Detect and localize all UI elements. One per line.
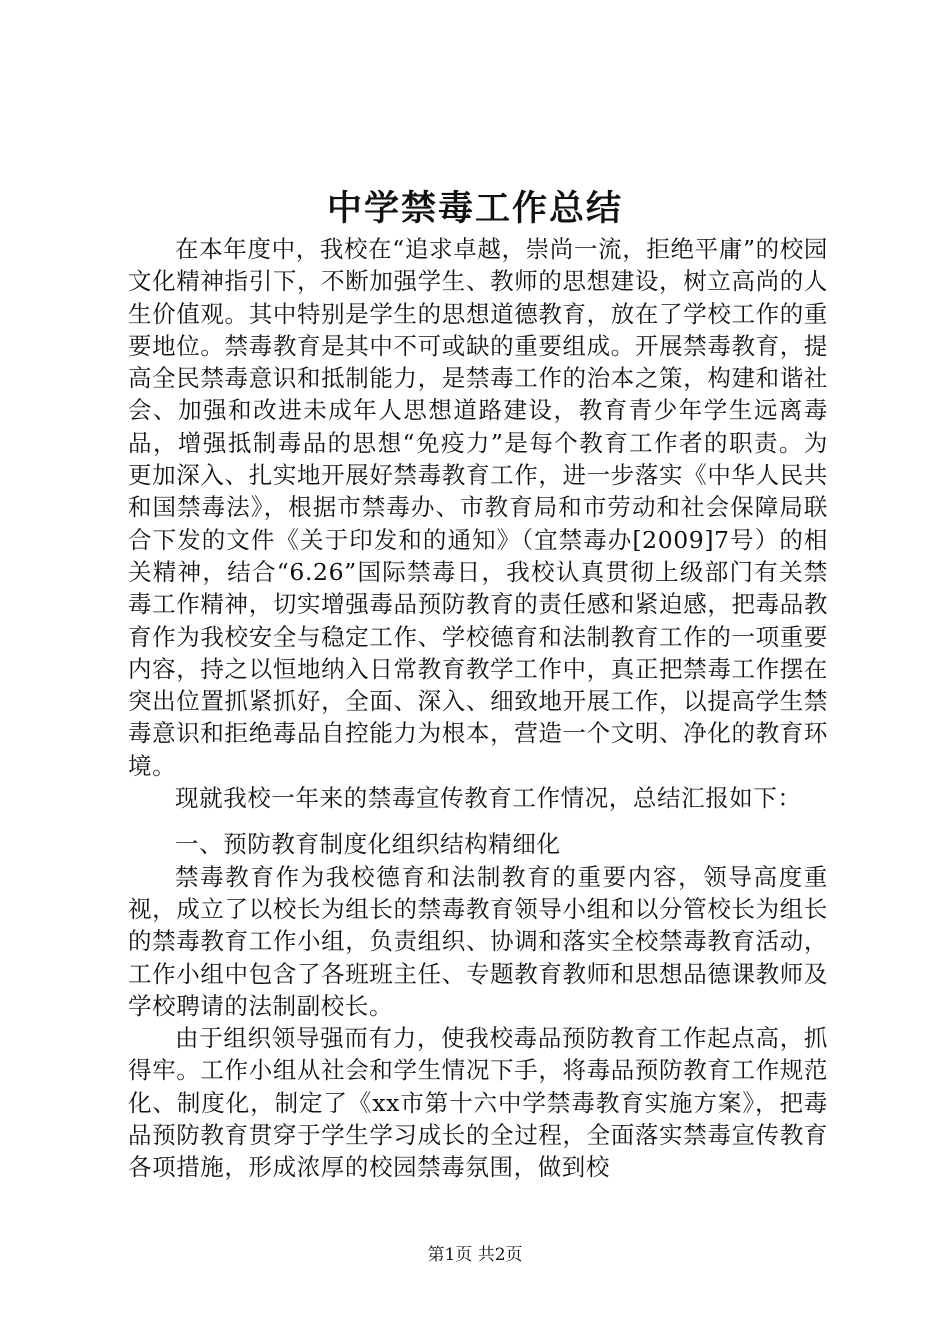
summary-lead-paragraph: 现就我校一年来的禁毒宣传教育工作情况，总结汇报如下：	[175, 784, 802, 813]
document-title: 中学禁毒工作总结	[326, 188, 623, 229]
section-paragraph: 禁毒教育作为我校德育和法制教育的重要内容，领导高度重视，成立了以校长为组长的禁毒教育领导小组和以分管校长为组长的禁毒教育工作小组，负责组织、协调和落实全校禁毒教育活动，工作小组中包含了各班班主任、专题教育教师和思想品德课教师及学校聘请的法制副校长。	[128, 862, 828, 1020]
document-body	[128, 233, 828, 1184]
section-heading: 一、预防教育制度化组织结构精细化	[175, 830, 561, 859]
intro-paragraph: 在本年度中，我校在“追求卓越，崇尚一流，拒绝平庸”的校园文化精神指引下，不断加强学生、教师的思想建设，树立高尚的人生价值观。其中特别是学生的思想道德教育，放在了学校工作的重要地位。禁毒教育是其中不可或缺的重要组成。开展禁毒教育，提高全民禁毒意识和抵制能力，是禁毒工作的治本之策，构建和谐社会、加强和改进未成年人思想道路建设，教育青少年学生远离毒品，增强抵制毒品的思想“免疫力”是每个教育工作者的职责。为更加深入、扎实地开展好禁毒教育工作，进一步落实《中华人民共和国禁毒法》，根据市禁毒办、市教育局和市劳动和社会保障局联合下发的文件《关于印发和的通知》（宜禁毒办[2009]7号）的相关精神，结合“6.26”国际禁毒日，我校认真贯彻上级部门有关禁毒工作精神，切实增强毒品预防教育的责任感和紧迫感，把毒品教育作为我校安全与稳定工作、学校德育和法制教育工作的一项重要内容，持之以恒地纳入日常教育教学工作中，真正把禁毒工作摆在突出位置抓紧抓好，全面、深入、细致地开展工作，以提高学生禁毒意识和拒绝毒品自控能力为根本，营造一个文明、净化的教育环境。	[128, 235, 828, 780]
page-number-footer: 第1页 共2页	[427, 1245, 523, 1265]
section-paragraph: 由于组织领导强而有力，使我校毒品预防教育工作起点高，抓得牢。工作小组从社会和学生情况下手，将毒品预防教育工作规范化、制度化，制定了《xx市第十六中学禁毒教育实施方案》，把毒品预防教育贯穿于学生学习成长的全过程，全面落实禁毒宣传教育各项措施，形成浓厚的校园禁毒氛围，做到校	[128, 1024, 828, 1182]
